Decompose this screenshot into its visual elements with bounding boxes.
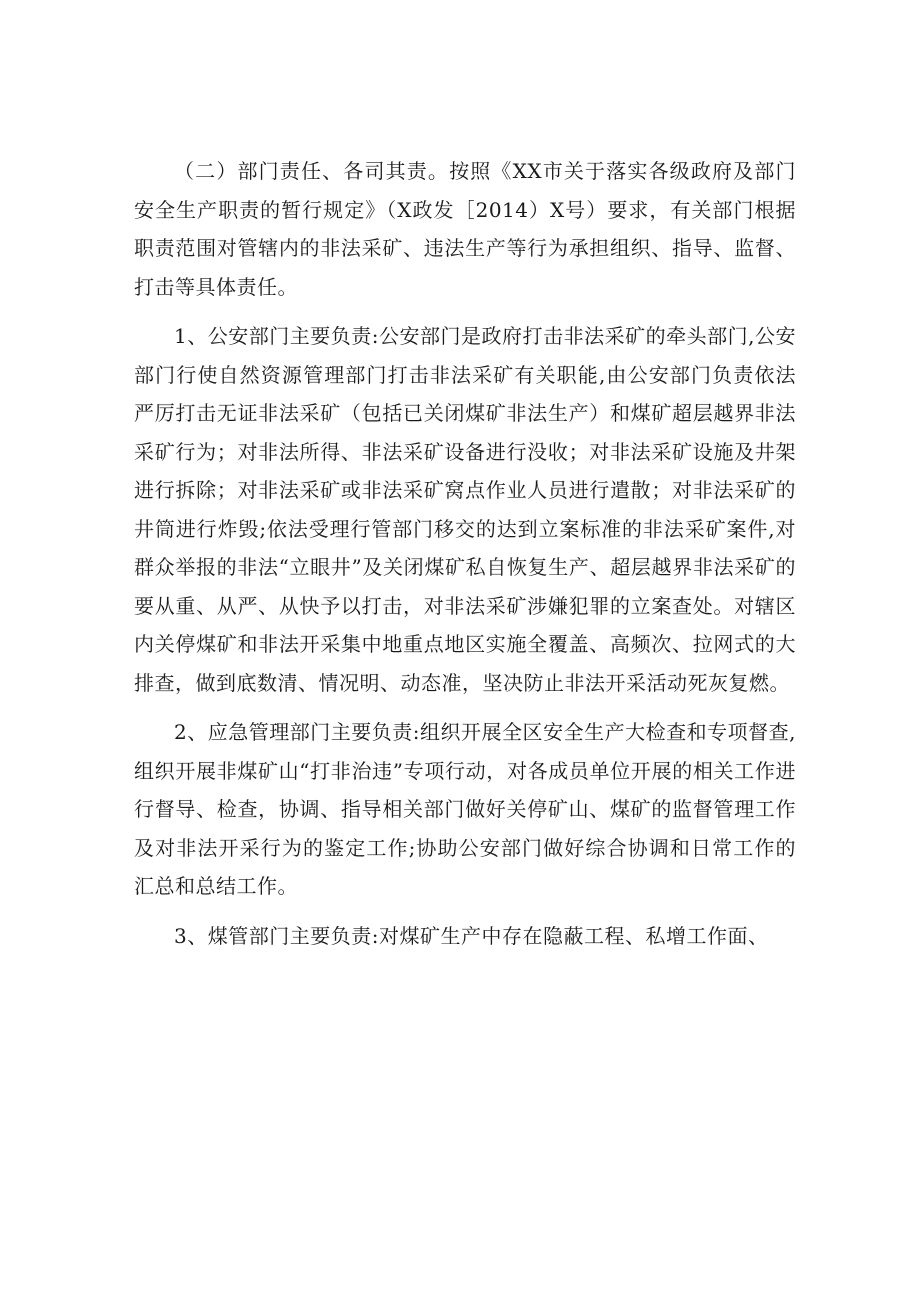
document-body: [134, 152, 796, 955]
paragraph-emergency-management: 2、应急管理部门主要负责:组织开展全区安全生产大检查和专项督查,组织开展非煤矿山“打非治违”专项行动，对各成员单位开展的相关工作进行督导、检查，协调、指导相关部门做好关停矿山、煤矿的监督管理工作及对非法开采行为的鉴定工作;协助公安部门做好综合协调和日常工作的汇总和总结工作。: [134, 720, 796, 898]
paragraph-public-security: 1、公安部门主要负责:公安部门是政府打击非法采矿的牵头部门,公安部门行使自然资源管理部门打击非法采矿有关职能,由公安部门负责依法严厉打击无证非法采矿（包括已关闭煤矿非法生产）和煤矿超层越界非法采矿行为；对非法所得、非法采矿设备进行没收；对非法采矿设施及井架进行拆除；对非法采矿或非法采矿窝点作业人员进行遣散；对非法采矿的井筒进行炸毁;依法受理行管部门移交的达到立案标准的非法采矿案件,对群众举报的非法“立眼井”及关闭煤矿私自恢复生产、超层越界非法采矿的要从重、从严、从快予以打击，对非法采矿涉嫌犯罪的立案查处。对辖区内关停煤矿和非法开采集中地重点地区实施全覆盖、高频次、拉网式的大排查，做到底数清、情况明、动态准，坚决防止非法开采活动死灰复燃。: [134, 324, 796, 695]
paragraph-coal-management: 3、煤管部门主要负责:对煤矿生产中存在隐蔽工程、私增工作面、: [174, 923, 769, 948]
paragraph-department-responsibility: （二）部门责任、各司其责。按照《XX市关于落实各级政府及部门安全生产职责的暂行规定》（X政发［2014）X号）要求，有关部门根据职责范围对管辖内的非法采矿、违法生产等行为承担组织、指导、监督、打击等具体责任。: [134, 159, 796, 299]
